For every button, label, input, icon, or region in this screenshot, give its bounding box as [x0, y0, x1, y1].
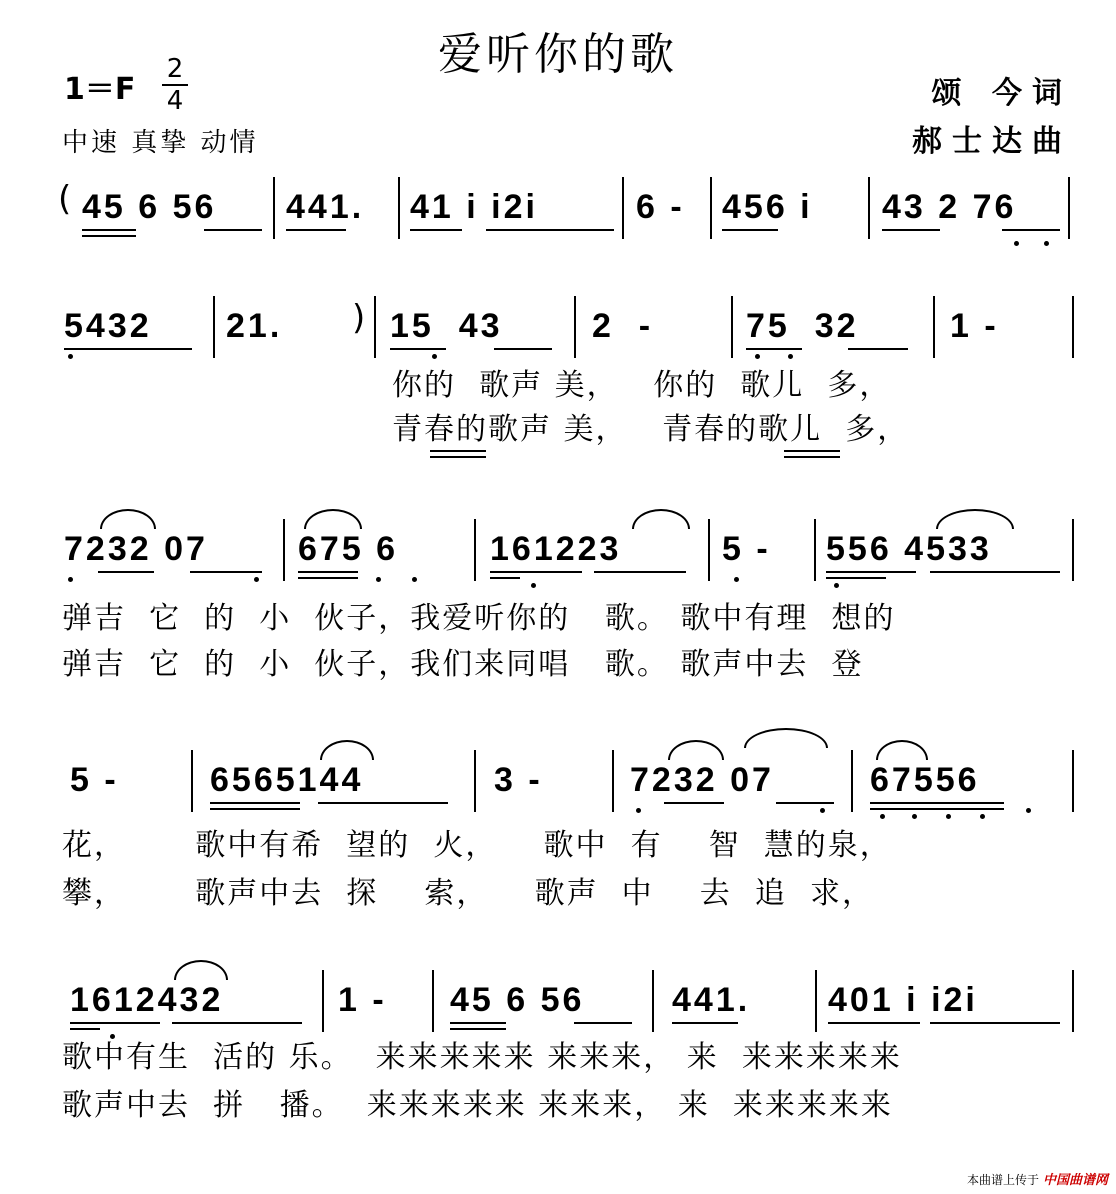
beam-line: [722, 229, 778, 231]
slur: [744, 728, 828, 748]
low-octave-dot: [68, 354, 73, 359]
barline: [851, 750, 853, 812]
measure: 6565144: [210, 761, 364, 799]
barline: [815, 970, 817, 1032]
key-signature: 1＝F: [64, 72, 136, 107]
barline: [652, 970, 654, 1032]
footer-watermark: [967, 1169, 1108, 1188]
beam-line: [210, 808, 300, 810]
beam-line: [490, 577, 520, 579]
measure: 5432: [64, 307, 152, 345]
slur: [304, 509, 362, 529]
low-octave-dot: [636, 808, 641, 813]
barline: [1068, 177, 1070, 239]
site-logo: 中国曲谱网: [1042, 1173, 1108, 1188]
beam-line: [930, 571, 1060, 573]
low-octave-dot: [110, 1034, 115, 1039]
low-octave-dot: [980, 814, 985, 819]
beam-line: [746, 348, 802, 350]
barline: [474, 519, 476, 581]
beam-line: [410, 229, 462, 231]
low-octave-dot: [755, 354, 760, 359]
beam-line: [672, 1022, 738, 1024]
barline: [1072, 296, 1074, 358]
beam-line: [930, 1022, 1060, 1024]
beam-line: [664, 802, 724, 804]
measure: 5 -: [722, 530, 771, 568]
barline: [273, 177, 275, 239]
barline: [1072, 750, 1074, 812]
barline: [814, 519, 816, 581]
beam-line: [98, 571, 154, 573]
beam-line: [318, 802, 448, 804]
measure: 41 i i2i: [410, 188, 538, 226]
beam-line: [826, 571, 916, 573]
beam-line: [870, 808, 1004, 810]
slur: [936, 509, 1014, 529]
measure: 675 6: [298, 530, 399, 568]
low-octave-dot: [412, 577, 417, 582]
beam-line: [882, 229, 940, 231]
paren-open: (: [58, 179, 72, 219]
footer-text: 本曲谱上传于: [966, 1173, 1039, 1187]
beam-line: [172, 1022, 302, 1024]
measure: 7232 07: [64, 530, 208, 568]
lyrics-verse-2: 攀， 歌声中去 探 索， 歌声 中 去 追 求，: [62, 876, 874, 911]
measure: 5 -: [70, 761, 119, 799]
beam-line: [298, 577, 358, 579]
barline: [933, 296, 935, 358]
barline: [1072, 970, 1074, 1032]
beam-line: [70, 1028, 100, 1030]
song-title: 爱听你的歌: [438, 29, 678, 80]
barline: [710, 177, 712, 239]
composer-credit: 郝士达曲: [912, 124, 1072, 159]
slur: [668, 740, 724, 760]
beam-line: [286, 229, 346, 231]
measure: 67556: [870, 761, 980, 799]
beam-line: [450, 1028, 506, 1030]
low-octave-dot: [376, 577, 381, 582]
paren-close: ): [352, 298, 366, 338]
measure: 1 -: [338, 981, 387, 1019]
lyrics-verse-2: 歌声中去 拼 播。 来来来来来 来来来， 来 来来来来来: [62, 1088, 893, 1123]
beam-line: [494, 348, 552, 350]
measure: 441.: [286, 188, 365, 226]
barline: [432, 970, 434, 1032]
low-octave-dot: [788, 354, 793, 359]
beam-line: [828, 1022, 920, 1024]
measure: 75 32: [746, 307, 859, 345]
barline: [622, 177, 624, 239]
measure: 45 6 56: [82, 188, 217, 226]
barline: [191, 750, 193, 812]
time-signature-bottom: 4: [166, 86, 184, 116]
measure: 21.: [226, 307, 283, 345]
slur: [320, 740, 374, 760]
lyrics-verse-2: 青春的歌声 美， 青春的歌儿 多，: [392, 412, 910, 447]
beam-line: [450, 1022, 506, 1024]
beam-line: [826, 577, 886, 579]
beam-line: [190, 571, 262, 573]
lyric-underline: [430, 456, 486, 458]
low-octave-dot: [820, 808, 825, 813]
measure: 2 -: [592, 307, 654, 345]
lyrics-verse-1: 你的 歌声 美， 你的 歌儿 多，: [392, 368, 892, 403]
beam-line: [64, 348, 192, 350]
lyric-underline: [430, 450, 486, 452]
lyric-underline: [784, 456, 840, 458]
barline: [374, 296, 376, 358]
slur: [876, 740, 928, 760]
time-signature-top: 2: [166, 54, 184, 84]
low-octave-dot: [1044, 241, 1049, 246]
low-octave-dot: [1014, 241, 1019, 246]
measure: 6 -: [636, 188, 685, 226]
beam-line: [574, 1022, 632, 1024]
lyrics-verse-2: 弹吉 它 的 小 伙子，我们来同唱 歌。 歌声中去 登: [62, 647, 864, 682]
beam-line: [82, 229, 136, 231]
beam-line: [204, 229, 262, 231]
barline: [283, 519, 285, 581]
slur: [174, 960, 228, 980]
measure: 45 6 56: [450, 981, 585, 1019]
beam-line: [390, 348, 446, 350]
barline: [574, 296, 576, 358]
measure: 441.: [672, 981, 751, 1019]
measure: 15 43: [390, 307, 503, 345]
low-octave-dot: [531, 583, 536, 588]
barline: [213, 296, 215, 358]
low-octave-dot: [912, 814, 917, 819]
measure: 7232 07: [630, 761, 774, 799]
low-octave-dot: [880, 814, 885, 819]
beam-line: [210, 802, 300, 804]
lyricist-credit: 颂 今词: [931, 76, 1072, 111]
barline: [708, 519, 710, 581]
low-octave-dot: [834, 583, 839, 588]
low-octave-dot: [68, 577, 73, 582]
beam-line: [298, 571, 358, 573]
beam-line: [70, 1022, 160, 1024]
beam-line: [82, 235, 136, 237]
lyric-underline: [784, 450, 840, 452]
slur: [100, 509, 156, 529]
slur: [632, 509, 690, 529]
measure: 401 i i2i: [828, 981, 978, 1019]
lyrics-verse-1: 花， 歌中有希 望的 火， 歌中 有 智 慧的泉，: [62, 828, 892, 863]
low-octave-dot: [946, 814, 951, 819]
barline: [731, 296, 733, 358]
beam-line: [486, 229, 614, 231]
lyrics-verse-1: 歌中有生 活的 乐。 来来来来来 来来来， 来 来来来来来: [62, 1040, 902, 1075]
beam-line: [776, 802, 834, 804]
lyrics-verse-1: 弹吉 它 的 小 伙子，我爱听你的 歌。 歌中有理 想的: [62, 601, 896, 636]
low-octave-dot: [254, 577, 259, 582]
beam-line: [594, 571, 686, 573]
barline: [612, 750, 614, 812]
beam-line: [848, 348, 908, 350]
measure: 1612432: [70, 981, 224, 1019]
low-octave-dot: [734, 577, 739, 582]
beam-line: [870, 802, 1004, 804]
low-octave-dot: [1026, 808, 1031, 813]
barline: [868, 177, 870, 239]
barline: [398, 177, 400, 239]
low-octave-dot: [432, 354, 437, 359]
beam-line: [1002, 229, 1060, 231]
barline: [474, 750, 476, 812]
time-signature: [160, 54, 190, 116]
measure: 456 i: [722, 188, 813, 226]
barline: [1072, 519, 1074, 581]
measure: 43 2 76: [882, 188, 1017, 226]
beam-line: [490, 571, 582, 573]
measure: 3 -: [494, 761, 543, 799]
measure: 1 -: [950, 307, 999, 345]
measure: 556 4533: [826, 530, 992, 568]
barline: [322, 970, 324, 1032]
measure: 161223: [490, 530, 622, 568]
tempo-marking: 中速 真挚 动情: [62, 128, 259, 158]
